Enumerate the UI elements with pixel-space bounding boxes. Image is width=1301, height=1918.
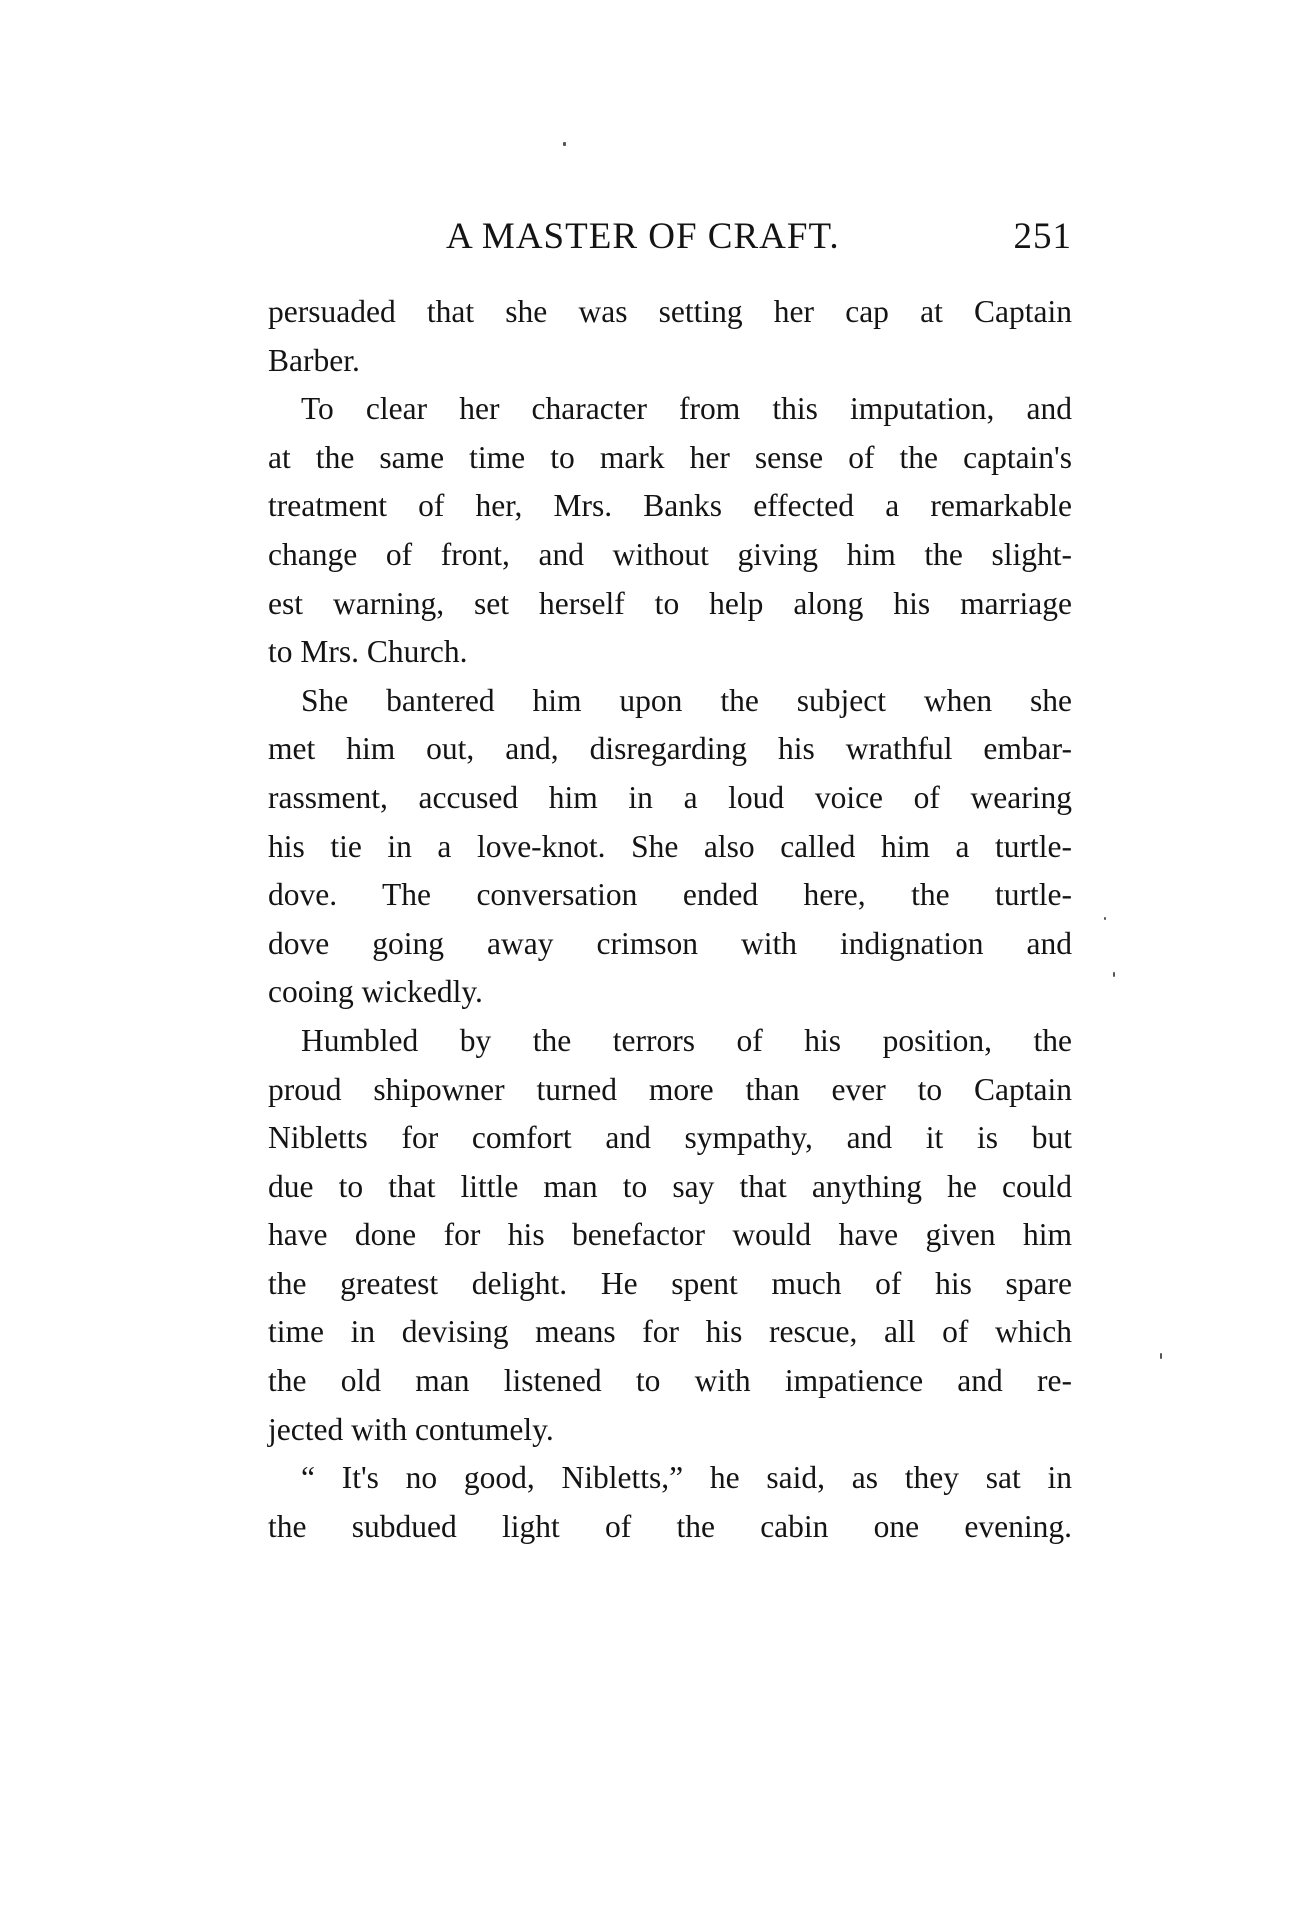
print-speck [1113, 972, 1115, 977]
text-line: treatment of her, Mrs. Banks effected a remarkable [268, 488, 1072, 524]
text-line: jected with contumely. [268, 1411, 554, 1447]
text-line: est warning, set herself to help along his marriage [268, 585, 1072, 621]
text-line: due to that little man to say that anything he could [268, 1168, 1072, 1204]
body-text [268, 288, 1072, 1551]
text-line: to Mrs. Church. [268, 634, 468, 670]
text-line: Nibletts for comfort and sympathy, and it is but [268, 1120, 1072, 1156]
paragraph [268, 385, 1072, 677]
running-header [268, 212, 1072, 262]
paragraph [268, 1017, 1072, 1454]
text-line: met him out, and, disregarding his wrathful embar- [268, 731, 1072, 767]
text-line: dove. The conversation ended here, the turtle- [268, 877, 1072, 913]
text-line: To clear her character from this imputation, and [301, 391, 1072, 427]
text-line: at the same time to mark her sense of the captain's [268, 439, 1072, 475]
text-line: his tie in a love-knot. She also called him a turtle- [268, 828, 1072, 864]
print-speck [1160, 1353, 1162, 1359]
text-line: cooing wickedly. [268, 974, 483, 1010]
text-line: have done for his benefactor would have given him [268, 1217, 1072, 1253]
paragraph [268, 1454, 1072, 1551]
text-line: She bantered him upon the subject when she [301, 682, 1072, 718]
text-line: Barber. [268, 342, 360, 378]
paragraph [268, 677, 1072, 1017]
paragraph [268, 288, 1072, 385]
text-line: “ It's no good, Nibletts,” he said, as they sat in [301, 1460, 1072, 1496]
text-line: proud shipowner turned more than ever to Captain [268, 1071, 1072, 1107]
text-line: time in devising means for his rescue, all of which [268, 1314, 1072, 1350]
text-line: rassment, accused him in a loud voice of wearing [268, 779, 1072, 815]
text-line: the greatest delight. He spent much of his spare [268, 1265, 1072, 1301]
running-title: A MASTER OF CRAFT. [446, 216, 840, 257]
text-line: persuaded that she was setting her cap at Captain [268, 294, 1072, 329]
print-speck [1104, 917, 1106, 920]
text-line: dove going away crimson with indignation and [268, 925, 1072, 961]
text-line: the subdued light of the cabin one evening. [268, 1508, 1072, 1544]
text-line: Humbled by the terrors of his position, the [301, 1022, 1072, 1058]
text-line: change of front, and without giving him the slight- [268, 536, 1072, 572]
print-speck [563, 142, 566, 146]
page-number: 251 [1013, 216, 1072, 257]
text-line: the old man listened to with impatience and re- [268, 1363, 1072, 1399]
